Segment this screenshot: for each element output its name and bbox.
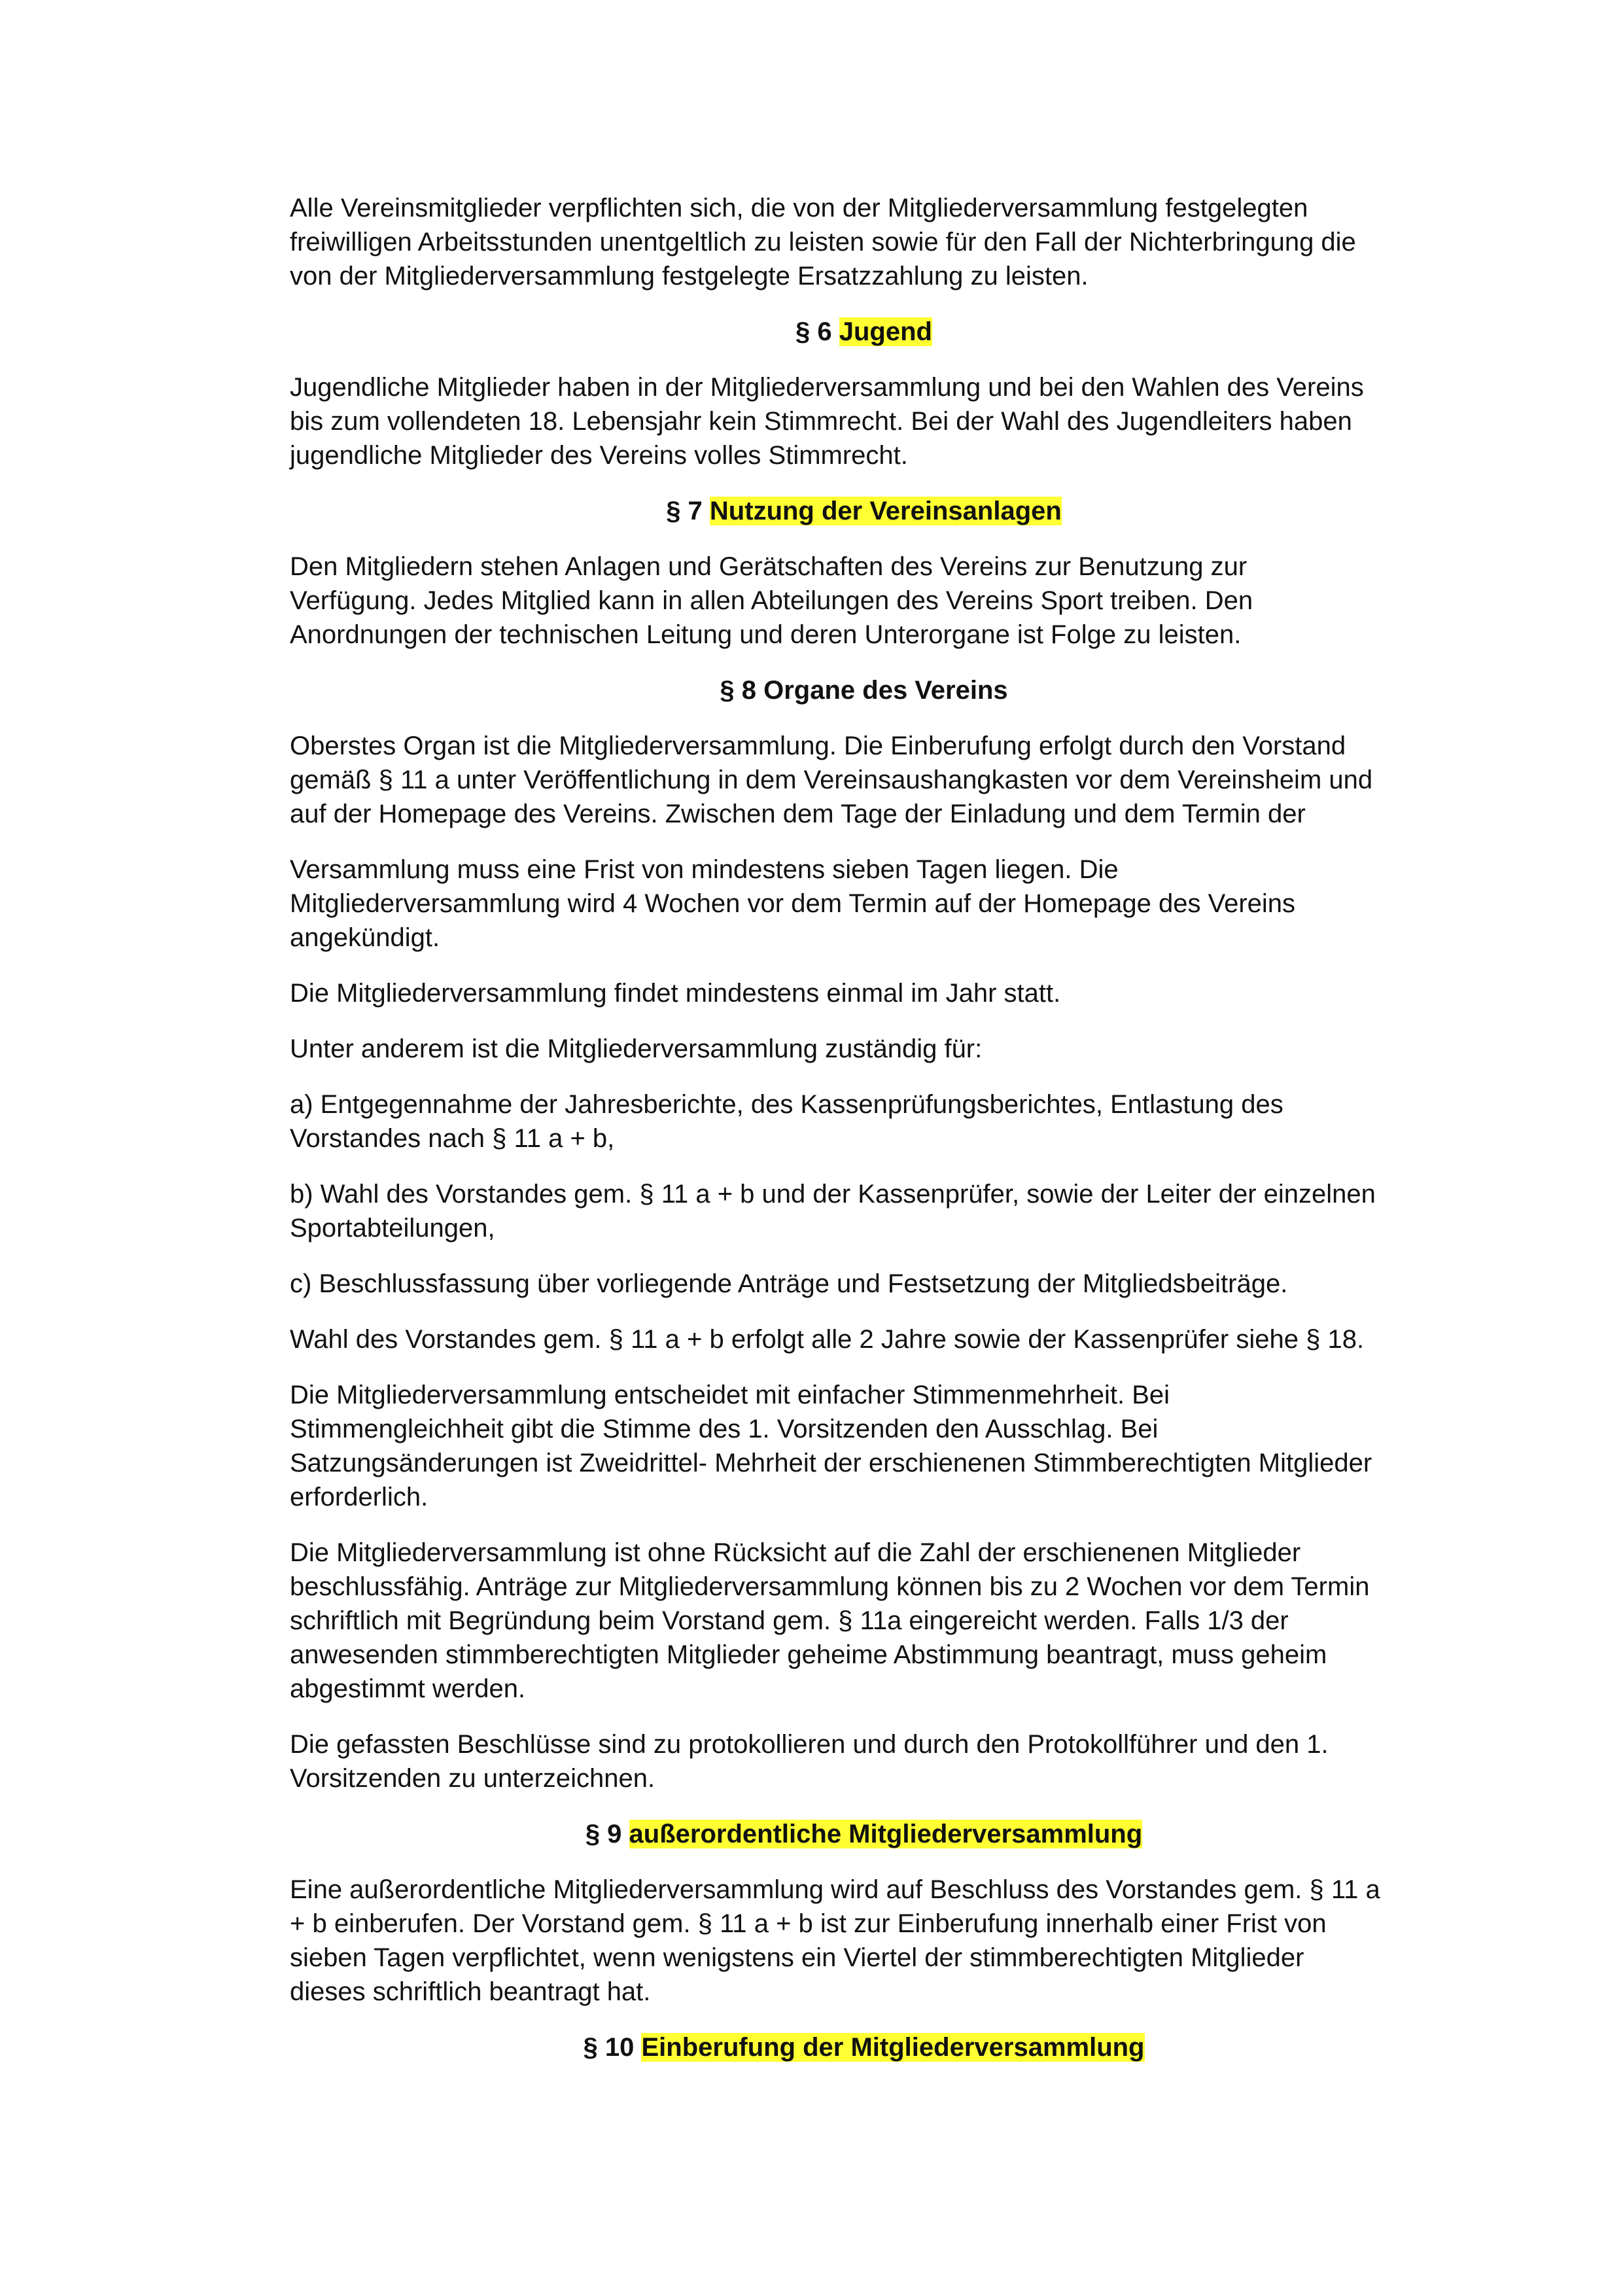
section-title: außerordentliche Mitgliederversammlung xyxy=(629,1820,1143,1848)
section-number: § 9 xyxy=(585,1820,622,1848)
text-line: Mitgliederversammlung wird 4 Wochen vor dem Termin auf der Homepage des Vereins xyxy=(290,889,1296,918)
text-line: anwesenden stimmberechtigten Mitglieder geheime Abstimmung beantragt, muss geheim xyxy=(290,1640,1327,1669)
text-line: a) Entgegennahme der Jahresberichte, des Kassenprüfungsberichtes, Entlastung des xyxy=(290,1090,1283,1119)
text-line: sieben Tagen verpflichtet, wenn wenigstens ein Viertel der stimmberechtigten Mitglieder xyxy=(290,1943,1304,1972)
text-line: Vorsitzenden zu unterzeichnen. xyxy=(290,1764,655,1793)
text-line: b) Wahl des Vorstandes gem. § 11 a + b und der Kassenprüfer, sowie der Leiter der einzelnen xyxy=(290,1180,1376,1209)
section-paragraph xyxy=(290,1536,1438,1706)
text-line: erforderlich. xyxy=(290,1483,428,1511)
text-line: Satzungsänderungen ist Zweidrittel- Mehrheit der erschienenen Stimmberechtigten Mitglieder xyxy=(290,1449,1372,1477)
section-paragraph xyxy=(290,1032,1438,1066)
text-line: Oberstes Organ ist die Mitgliederversammlung. Die Einberufung erfolgt durch den Vorstand xyxy=(290,732,1346,760)
text-line: bis zum vollendeten 18. Lebensjahr kein Stimmrecht. Bei der Wahl des Jugendleiters haben xyxy=(290,407,1352,436)
text-line: jugendliche Mitglieder des Vereins volles Stimmrecht. xyxy=(290,441,908,470)
section-number: § 7 xyxy=(666,497,703,525)
text-line: Unter anderem ist die Mitgliederversammlung zuständig für: xyxy=(290,1034,983,1063)
text-line: Die Mitgliederversammlung ist ohne Rücksicht auf die Zahl der erschienenen Mitglieder xyxy=(290,1538,1301,1567)
section-paragraph xyxy=(290,853,1438,955)
section-paragraph xyxy=(290,1087,1438,1156)
text-line: Die Mitgliederversammlung findet mindestens einmal im Jahr statt. xyxy=(290,979,1061,1008)
document-body xyxy=(290,191,1438,2086)
section-paragraph xyxy=(290,976,1438,1010)
text-line: Jugendliche Mitglieder haben in der Mitgliederversammlung und bei den Wahlen des Vereins xyxy=(290,373,1364,402)
section-paragraph xyxy=(290,1378,1438,1514)
text-line: dieses schriftlich beantragt hat. xyxy=(290,1977,651,2006)
text-line: abgestimmt werden. xyxy=(290,1674,526,1703)
section-title: Jugend xyxy=(839,317,932,346)
section-paragraph xyxy=(290,1322,1438,1356)
section-number: § 8 xyxy=(720,676,756,705)
text-line: Alle Vereinsmitglieder verpflichten sich, die von der Mitgliederversammlung festgelegten xyxy=(290,194,1308,222)
section-number: § 6 xyxy=(795,317,832,346)
text-line: Vorstandes nach § 11 a + b, xyxy=(290,1124,615,1153)
text-line: Eine außerordentliche Mitgliederversammlung wird auf Beschluss des Vorstandes gem. § 11 a xyxy=(290,1875,1380,1904)
section-heading xyxy=(290,315,1438,349)
text-line: freiwilligen Arbeitsstunden unentgeltlich zu leisten sowie für den Fall der Nichterbringung die xyxy=(290,228,1356,256)
section-paragraph xyxy=(290,1727,1438,1795)
text-line: Die Mitgliederversammlung entscheidet mit einfacher Stimmenmehrheit. Bei xyxy=(290,1381,1170,1409)
section-title: Nutzung der Vereinsanlagen xyxy=(709,497,1062,525)
text-line: schriftlich mit Begründung beim Vorstand gem. § 11a eingereicht werden. Falls 1/3 der xyxy=(290,1606,1289,1635)
section-title: Organe des Vereins xyxy=(763,676,1008,705)
text-line: Wahl des Vorstandes gem. § 11 a + b erfolgt alle 2 Jahre sowie der Kassenprüfer siehe § 18. xyxy=(290,1325,1365,1354)
text-line: c) Beschlussfassung über vorliegende Anträge und Festsetzung der Mitgliedsbeiträge. xyxy=(290,1269,1288,1298)
text-line: Sportabteilungen, xyxy=(290,1214,495,1243)
section-heading xyxy=(290,494,1438,528)
section-heading xyxy=(290,2030,1438,2064)
section-paragraph xyxy=(290,1177,1438,1245)
section-number: § 10 xyxy=(583,2033,635,2062)
text-line: Verfügung. Jedes Mitglied kann in allen Abteilungen des Vereins Sport treiben. Den xyxy=(290,586,1253,615)
section-heading xyxy=(290,673,1438,707)
text-line: Anordnungen der technischen Leitung und deren Unterorgane ist Folge zu leisten. xyxy=(290,620,1242,649)
section-paragraph xyxy=(290,1873,1438,2009)
text-line: Die gefassten Beschlüsse sind zu protokollieren und durch den Protokollführer und den 1. xyxy=(290,1730,1329,1759)
section-title: Einberufung der Mitgliederversammlung xyxy=(641,2033,1145,2062)
section-paragraph xyxy=(290,729,1438,831)
section-paragraph xyxy=(290,370,1438,472)
text-line: beschlussfähig. Anträge zur Mitgliederversammlung können bis zu 2 Wochen vor dem Termin xyxy=(290,1572,1370,1601)
section-paragraph xyxy=(290,1267,1438,1301)
text-line: Den Mitgliedern stehen Anlagen und Gerätschaften des Vereins zur Benutzung zur xyxy=(290,552,1248,581)
text-line: gemäß § 11 a unter Veröffentlichung in dem Vereinsaushangkasten vor dem Vereinsheim und xyxy=(290,766,1373,794)
section-paragraph xyxy=(290,550,1438,652)
text-line: + b einberufen. Der Vorstand gem. § 11 a + b ist zur Einberufung innerhalb einer Frist von xyxy=(290,1909,1327,1938)
text-line: Versammlung muss eine Frist von mindestens sieben Tagen liegen. Die xyxy=(290,855,1119,884)
section-heading xyxy=(290,1817,1438,1851)
intro-paragraph xyxy=(290,191,1438,293)
text-line: angekündigt. xyxy=(290,923,440,952)
text-line: von der Mitgliederversammlung festgelegte Ersatzzahlung zu leisten. xyxy=(290,262,1089,291)
text-line: Stimmengleichheit gibt die Stimme des 1. Vorsitzenden den Ausschlag. Bei xyxy=(290,1415,1159,1443)
text-line: auf der Homepage des Vereins. Zwischen dem Tage der Einladung und dem Termin der xyxy=(290,800,1306,828)
